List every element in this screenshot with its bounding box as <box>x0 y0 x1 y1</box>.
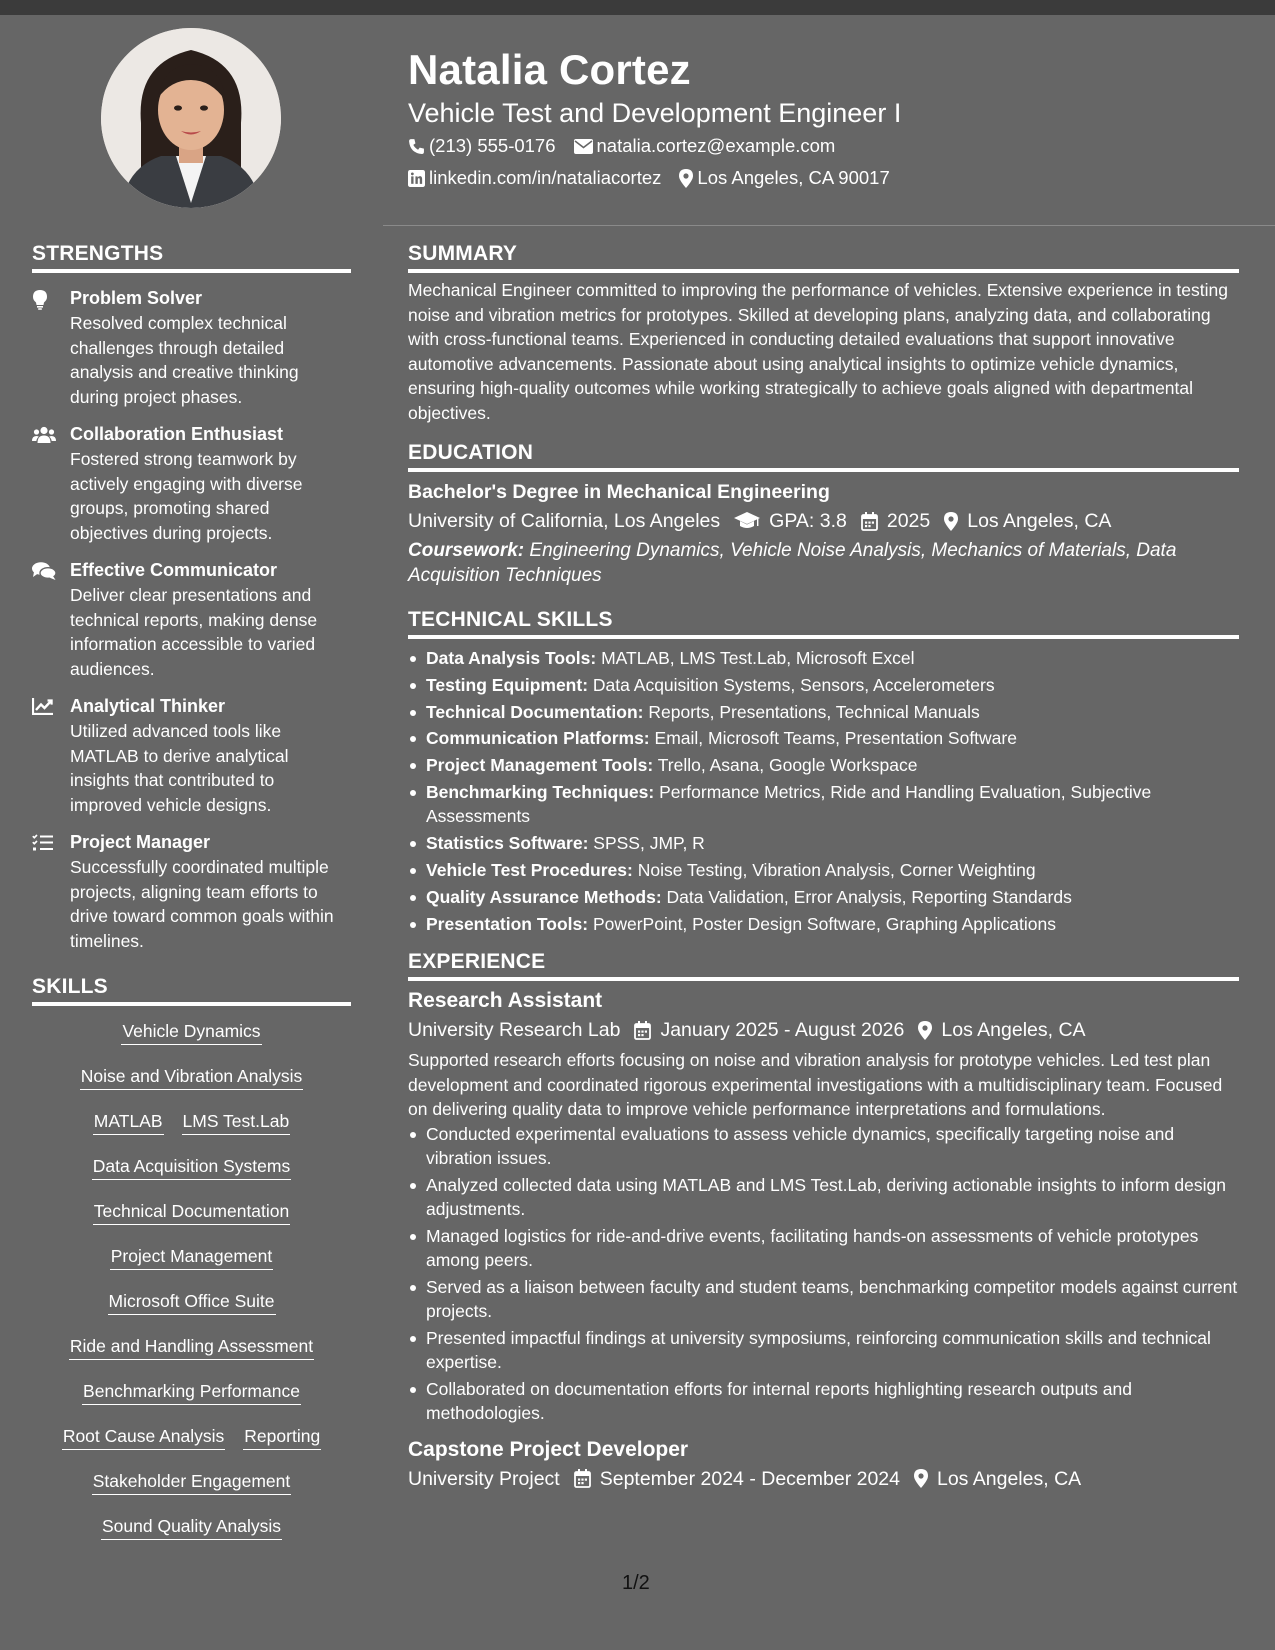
gpa-text: GPA: 3.8 <box>769 510 847 532</box>
skill-value: Reports, Presentations, Technical Manuals <box>648 701 980 722</box>
users-icon <box>32 426 56 443</box>
skill-label: Technical Documentation: <box>426 701 644 722</box>
left-column <box>32 240 351 1558</box>
education-meta <box>408 506 1239 536</box>
coursework <box>408 538 1239 588</box>
gpa-block <box>734 506 847 536</box>
list-item <box>408 726 1239 751</box>
email-icon <box>574 139 593 154</box>
experience-section <box>408 948 1239 1494</box>
skill-label: Communication Platforms: <box>426 728 650 749</box>
skill-label: Vehicle Test Procedures: <box>426 860 633 881</box>
list-item: Collaborated on documentation efforts for internal reports highlighting research outputs and methodologies. <box>408 1377 1239 1426</box>
list-item <box>408 700 1239 725</box>
strength-description: Utilized advanced tools like MATLAB to derive analytical insights that contributed to improved vehicle designs. <box>70 721 289 815</box>
job-title: Research Assistant <box>408 989 603 1013</box>
candidate-name: Natalia Cortez <box>408 46 691 93</box>
job-dates-block <box>574 1464 900 1494</box>
chat-bubbles-icon <box>32 562 56 580</box>
degree-title: Bachelor's Degree in Mechanical Engineering <box>408 481 830 503</box>
skill-value: PowerPoint, Poster Design Software, Graphing Applications <box>592 913 1056 934</box>
list-item <box>408 831 1239 856</box>
strength-item <box>32 830 351 953</box>
skill-value: MATLAB, LMS Test.Lab, Microsoft Excel <box>601 648 915 668</box>
tasks-list-icon <box>32 834 53 851</box>
page-indicator: 1/2 <box>622 1572 650 1594</box>
skill-value: Data Acquisition Systems, Sensors, Accelerometers <box>592 674 995 695</box>
job-location: Los Angeles, CA <box>936 1467 1082 1490</box>
skill-value: Trello, Asana, Google Workspace <box>657 755 918 776</box>
contact-row-1 <box>408 130 1248 162</box>
top-bar <box>0 0 1275 15</box>
job-summary: Supported research efforts focusing on noise and vibration analysis for prototype vehicles. Led test plan development and coordinated rigorous experimental investigations with a multidisciplinary team. Focused on delivering quality data to improve vehicle performance interpretations and formulations. <box>408 1050 1223 1120</box>
strength-item <box>32 558 351 681</box>
contact-row-2 <box>408 162 1248 194</box>
skill-chip: Reporting <box>243 1423 321 1450</box>
strength-description: Fostered strong teamwork by actively engaging with diverse groups, promoting shared objectives during projects. <box>70 449 303 543</box>
right-column <box>408 240 1239 1494</box>
skill-label: Presentation Tools: <box>426 913 589 934</box>
summary-section <box>408 240 1239 425</box>
skill-chip: Noise and Vibration Analysis <box>80 1063 303 1090</box>
header-divider <box>383 225 1275 226</box>
list-item: Managed logistics for ride-and-drive events, facilitating hands-on assessments of vehicle prototypes among peers. <box>408 1224 1239 1273</box>
summary-heading: SUMMARY <box>408 240 1239 273</box>
graduation-cap-icon <box>734 512 760 530</box>
skill-chip: Vehicle Dynamics <box>121 1018 261 1045</box>
coursework-label: Coursework: <box>408 540 525 561</box>
strength-item <box>32 422 351 545</box>
graduation-year: 2025 <box>886 510 931 532</box>
strengths-heading: STRENGTHS <box>32 240 351 273</box>
linkedin-icon <box>408 170 425 187</box>
linkedin-contact[interactable] <box>408 162 661 194</box>
job-dates-block <box>634 1015 904 1045</box>
job-meta <box>408 1015 1239 1045</box>
phone-icon <box>408 138 425 155</box>
map-marker-icon <box>679 169 693 188</box>
skill-label: Data Analysis Tools: <box>426 648 597 668</box>
lightbulb-icon <box>32 290 48 310</box>
technical-skills-section <box>408 606 1239 936</box>
strength-title: Project Manager <box>70 832 211 852</box>
job-location-block <box>914 1464 1081 1494</box>
skill-chip: Project Management <box>110 1243 273 1270</box>
email-contact[interactable] <box>574 130 836 162</box>
job-dates: January 2025 - August 2026 <box>660 1019 905 1042</box>
skill-chip: Data Acquisition Systems <box>92 1153 291 1180</box>
list-item: Conducted experimental evaluations to assess vehicle dynamics, specifically targeting noise and vibration issues. <box>408 1122 1239 1171</box>
coursework-list: Engineering Dynamics, Vehicle Noise Analysis, Mechanics of Materials, Data Acquisition Techniques <box>408 540 1177 586</box>
skill-chip: Root Cause Analysis <box>62 1423 225 1450</box>
phone-contact <box>408 130 556 162</box>
map-marker-icon <box>914 1469 928 1488</box>
list-item: Analyzed collected data using MATLAB and LMS Test.Lab, deriving actionable insights to inform design adjustments. <box>408 1173 1239 1222</box>
job-org: University Project <box>408 1467 560 1490</box>
year-block <box>861 506 930 536</box>
phone-text: (213) 555-0176 <box>429 135 556 156</box>
skill-chip: Microsoft Office Suite <box>108 1288 276 1315</box>
strength-title: Effective Communicator <box>70 560 278 580</box>
job-location-block <box>918 1015 1085 1045</box>
list-item <box>408 858 1239 883</box>
skill-chip: Benchmarking Performance <box>82 1378 301 1405</box>
strength-item <box>32 694 351 817</box>
strength-description: Deliver clear presentations and technical reports, making dense information accessible to varied audiences. <box>70 585 318 679</box>
skill-chip: Technical Documentation <box>93 1198 291 1225</box>
job-meta <box>408 1464 1239 1494</box>
calendar-icon <box>861 512 878 531</box>
resume-header <box>408 42 1248 194</box>
candidate-title: Vehicle Test and Development Engineer I <box>408 98 902 128</box>
skill-chip: Ride and Handling Assessment <box>69 1333 314 1360</box>
location-text: Los Angeles, CA 90017 <box>697 167 890 188</box>
education-heading: EDUCATION <box>408 439 1239 472</box>
technical-skills-list <box>408 646 1239 936</box>
list-item <box>408 885 1239 910</box>
skills-heading: SKILLS <box>32 973 351 1006</box>
linkedin-link[interactable]: linkedin.com/in/nataliacortez <box>429 167 662 188</box>
skill-value: SPSS, JMP, R <box>593 833 705 854</box>
school-name: University of California, Los Angeles <box>408 510 721 532</box>
list-item <box>408 780 1239 829</box>
skill-label: Testing Equipment: <box>426 674 589 695</box>
strength-description: Successfully coordinated multiple projects, aligning team efforts to drive toward common goals within timelines. <box>70 857 334 951</box>
line-chart-icon <box>32 698 53 715</box>
job-location: Los Angeles, CA <box>941 1019 1086 1042</box>
list-item <box>408 912 1239 937</box>
skill-value: Noise Testing, Vibration Analysis, Corner Weighting <box>637 860 1036 881</box>
technical-skills-heading: TECHNICAL SKILLS <box>408 606 1239 639</box>
map-marker-icon <box>918 1021 932 1040</box>
map-marker-icon <box>944 512 958 531</box>
skill-value: Performance Metrics, Ride and Handling Evaluation, Subjective Assessments <box>426 781 1152 827</box>
skill-chip: Sound Quality Analysis <box>101 1513 282 1540</box>
skill-label: Statistics Software: <box>426 833 589 854</box>
edu-location-block <box>944 506 1111 536</box>
skill-value: Email, Microsoft Teams, Presentation Software <box>654 728 1017 749</box>
calendar-icon <box>574 1469 591 1488</box>
calendar-icon <box>634 1021 651 1040</box>
skill-chip: MATLAB <box>93 1108 164 1135</box>
strength-title: Collaboration Enthusiast <box>70 424 284 444</box>
profile-photo <box>101 28 281 208</box>
skills-list <box>32 1018 351 1558</box>
skill-chip: LMS Test.Lab <box>182 1108 291 1135</box>
job-title: Capstone Project Developer <box>408 1437 689 1461</box>
strength-title: Analytical Thinker <box>70 696 226 716</box>
list-item: Presented impactful findings at university symposiums, reinforcing communication skills and technical expertise. <box>408 1326 1239 1375</box>
list-item: Served as a liaison between faculty and student teams, benchmarking competitor models against current projects. <box>408 1275 1239 1324</box>
job-bullets <box>408 1122 1239 1426</box>
summary-text: Mechanical Engineer committed to improving the performance of vehicles. Extensive experience in testing noise and vibration metrics for prototypes. Skilled at developing plans, analyzing data, and collaborating with cross-functional teams. Experienced in conducting detailed evaluations that support innovative automotive advancements. Passionate about using analytical insights to optimize vehicle dynamics, ensuring high-quality outcomes while working strategically to achieve goals aligned with departmental objectives. <box>408 280 1228 423</box>
job-org: University Research Lab <box>408 1019 621 1042</box>
skill-label: Quality Assurance Methods: <box>426 886 662 907</box>
strength-title: Problem Solver <box>70 288 203 308</box>
education-location: Los Angeles, CA <box>967 510 1112 532</box>
list-item <box>408 753 1239 778</box>
skill-label: Benchmarking Techniques: <box>426 781 655 802</box>
strength-item <box>32 286 351 409</box>
education-section <box>408 439 1239 588</box>
list-item <box>408 646 1239 671</box>
location-contact <box>679 162 889 194</box>
email-link[interactable]: natalia.cortez@example.com <box>596 135 836 156</box>
strength-description: Resolved complex technical challenges through detailed analysis and creative thinking during project phases. <box>70 313 299 407</box>
experience-heading: EXPERIENCE <box>408 948 1239 981</box>
skill-chip: Stakeholder Engagement <box>92 1468 292 1495</box>
list-item <box>408 673 1239 698</box>
skill-value: Data Validation, Error Analysis, Reporting Standards <box>666 886 1072 907</box>
job-dates: September 2024 - December 2024 <box>599 1467 900 1490</box>
skill-label: Project Management Tools: <box>426 755 654 776</box>
